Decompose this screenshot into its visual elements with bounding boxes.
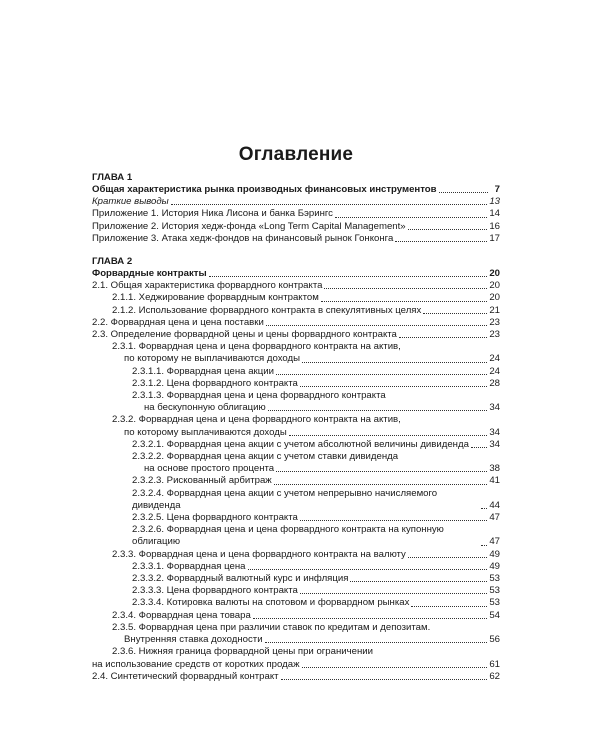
toc-page-number: 47: [489, 512, 500, 524]
toc-entry-text: Приложение 2. История хедж-фонда «Long Term Capital Management»: [92, 220, 406, 232]
toc-entry[interactable]: [92, 524, 500, 548]
toc-page-number: 28: [489, 377, 500, 389]
dot-leader: [265, 642, 488, 643]
toc-entry-text: 2.3.3.3. Цена форвардного контракта: [132, 585, 298, 597]
toc-page-number: 41: [489, 475, 500, 487]
chapter-2: [92, 256, 500, 683]
toc-entry-text: 2.3.5. Форвардная цена при различии ставок по кредитам и депозитам.: [112, 621, 431, 633]
toc-entry[interactable]: [92, 280, 500, 292]
chapter-label: ГЛАВА 2: [92, 256, 133, 267]
toc-entry-text: 2.3.1. Форвардная цена и цена форвардного контракта на актив,: [112, 341, 401, 353]
toc-entry-text-cont: по которому выплачиваются доходы: [124, 426, 287, 438]
toc-entry[interactable]: [92, 184, 500, 196]
toc-page-number: 23: [489, 329, 500, 341]
toc-entry-text: 2.1.1. Хеджирование форвардным контрактом: [112, 292, 319, 304]
toc-entry-text: 2.3.2.5. Цена форвардного контракта: [132, 512, 298, 524]
toc-page-number: 53: [489, 585, 500, 597]
toc-page-number: 54: [489, 609, 500, 621]
toc-page-number: 24: [489, 365, 500, 377]
toc-page-number: 23: [489, 316, 500, 328]
dot-leader: [395, 241, 487, 242]
toc-entry-text: 2.3. Определение форвардной цены и цены форвардного контракта: [92, 329, 397, 341]
toc-entry-text: 2.2. Форвардная цена и цена поставки: [92, 316, 264, 328]
toc-entry-text: 2.3.6. Нижняя граница форвардной цены при ограничении: [112, 646, 373, 658]
toc-entry[interactable]: [92, 414, 500, 438]
toc-entry-text: 2.3.2.2. Форвардная цена акции с учетом ставки дивиденда: [132, 451, 399, 463]
toc-entry-text: 2.3.2.6. Форвардная цена и цена форвардного контракта на купонную облигацию: [132, 524, 444, 548]
toc-entry-text: 2.4. Синтетический форвардный контракт: [92, 670, 279, 682]
toc-entry-text: 2.3.2.3. Рискованный арбитраж: [132, 475, 272, 487]
toc-entry-text-cont: Внутренняя ставка доходности: [124, 634, 263, 646]
toc-page-number: 53: [489, 597, 500, 609]
dot-leader: [335, 217, 487, 218]
toc-entry-text: 2.3.1.1. Форвардная цена акции: [132, 365, 274, 377]
dot-leader: [300, 520, 487, 521]
toc-entry[interactable]: [92, 305, 500, 317]
toc-entry-text-cont: по которому не выплачиваются доходы: [124, 353, 301, 365]
toc-title: Оглавление: [238, 144, 354, 165]
toc-entry-text-cont: на использование средств от коротких продаж: [92, 658, 300, 670]
toc-entry[interactable]: [92, 390, 500, 414]
dot-leader: [471, 447, 487, 448]
dot-leader: [289, 435, 488, 436]
toc-page-number: 13: [489, 196, 500, 208]
dot-leader: [300, 593, 487, 594]
toc-entry[interactable]: [92, 233, 500, 245]
dot-leader: [399, 337, 487, 338]
dot-leader: [324, 288, 487, 289]
toc-entry[interactable]: [92, 512, 500, 524]
toc-page-number: 34: [489, 438, 500, 450]
toc-page-number: 44: [489, 499, 500, 511]
toc-page-number: 20: [489, 292, 500, 304]
toc-page-number: 17: [489, 232, 500, 244]
toc-page-number: 20: [489, 268, 500, 279]
dot-leader: [274, 484, 488, 485]
toc-entry[interactable]: [92, 646, 500, 670]
toc-page-number: 38: [489, 463, 500, 475]
toc-entry-text: 2.3.1.3. Форвардная цена и цена форвардного контракта: [132, 390, 386, 402]
toc-entry[interactable]: [92, 317, 500, 329]
dot-leader: [481, 508, 487, 509]
toc-entry-text-cont: на бескупонную облигацию: [144, 402, 266, 414]
toc-entry[interactable]: [92, 329, 500, 341]
toc-entry-text: 2.3.3.4. Котировка валюты на спотовом и форвардном рынках: [132, 597, 410, 609]
dot-leader: [321, 301, 488, 302]
toc-entry[interactable]: [92, 341, 500, 365]
dot-leader: [302, 667, 488, 668]
dot-leader: [408, 557, 487, 558]
dot-leader: [276, 471, 487, 472]
dot-leader: [209, 276, 488, 277]
toc-entry[interactable]: [92, 366, 500, 378]
toc-entry[interactable]: [92, 573, 500, 585]
dot-leader: [276, 374, 487, 375]
toc-page-number: 34: [489, 402, 500, 414]
toc-entry-text: Краткие выводы: [92, 196, 169, 208]
dot-leader: [423, 313, 487, 314]
toc-entry[interactable]: [92, 221, 500, 233]
toc-entry[interactable]: [92, 475, 500, 487]
dot-leader: [408, 229, 488, 230]
toc-entry[interactable]: [92, 488, 500, 512]
toc-entry[interactable]: [92, 549, 500, 561]
toc-entry-text: 2.1. Общая характеристика форвардного контракта: [92, 280, 323, 292]
dot-leader: [411, 606, 487, 607]
toc-entry-text: Приложение 1. История Ника Лисона и банка Бэрингс: [92, 208, 333, 220]
dot-leader: [268, 410, 488, 411]
dot-leader: [281, 679, 488, 680]
toc-entry-text: Приложение 3. Атака хедж-фондов на финансовый рынок Гонконга: [92, 232, 394, 244]
toc-page-number: 34: [489, 426, 500, 438]
toc-entry[interactable]: [92, 561, 500, 573]
toc-entry[interactable]: [92, 208, 500, 220]
toc-page-number: 56: [489, 634, 500, 646]
toc-page-number: 20: [489, 280, 500, 292]
toc-entry-text: 2.3.4. Форвардная цена товара: [112, 609, 251, 621]
toc-entry-text-cont: на основе простого процента: [144, 463, 275, 475]
dot-leader: [171, 204, 488, 205]
dot-leader: [439, 192, 488, 193]
dot-leader: [300, 386, 487, 387]
toc-page-number: 49: [489, 560, 500, 572]
toc-entry[interactable]: [92, 451, 500, 475]
toc-entry-text: 2.3.2.4. Форвардная цена акции с учетом непрерывно начисляемого дивиденда: [132, 487, 438, 511]
toc-entry-text: 2.1.2. Использование форвардного контракта в спекулятивных целях: [112, 304, 422, 316]
dot-leader: [248, 569, 488, 570]
toc-entry[interactable]: [92, 378, 500, 390]
toc-entry[interactable]: [92, 622, 500, 646]
toc-entry[interactable]: [92, 268, 500, 280]
dot-leader: [266, 325, 487, 326]
toc-entry-text: 2.3.1.2. Цена форвардного контракта: [132, 377, 298, 389]
dot-leader: [302, 362, 487, 363]
toc-page-number: 7: [494, 184, 500, 195]
toc-page-number: 21: [489, 304, 500, 316]
toc-page-number: 24: [489, 353, 500, 365]
dot-leader: [350, 581, 487, 582]
dot-leader: [253, 618, 488, 619]
toc-entry-text: 2.3.3.1. Форвардная цена: [132, 560, 246, 572]
toc-entry[interactable]: [92, 671, 500, 683]
toc-entry-text: 2.3.3. Форвардная цена и цена форвардного контракта на валюту: [112, 548, 406, 560]
chapter-label: ГЛАВА 1: [92, 172, 133, 183]
toc-entry-text: 2.3.3.2. Форвардный валютный курс и инфляция: [132, 573, 349, 585]
toc-entry[interactable]: [92, 597, 500, 609]
toc-entry[interactable]: [92, 610, 500, 622]
toc-page-number: 16: [489, 220, 500, 232]
toc-page-number: 62: [489, 670, 500, 682]
toc-entry-text: Форвардные контракты: [92, 268, 207, 279]
toc-page-number: 61: [489, 658, 500, 670]
dot-leader: [481, 545, 487, 546]
toc-entry-text: 2.3.2. Форвардная цена и цена форвардного контракта на актив,: [112, 414, 401, 426]
toc-entry[interactable]: [92, 439, 500, 451]
toc-page-number: 14: [489, 208, 500, 220]
toc-entry[interactable]: [92, 292, 500, 304]
toc-entry[interactable]: [92, 196, 500, 208]
toc-page-number: 47: [489, 536, 500, 548]
toc-entry-text: 2.3.2.1. Форвардная цена акции с учетом абсолютной величины дивиденда: [132, 438, 469, 450]
toc-entry-text: Общая характеристика рынка производных финансовых инструментов: [92, 184, 437, 195]
toc-page-number: 49: [489, 548, 500, 560]
toc-entry[interactable]: [92, 585, 500, 597]
chapter-1: [92, 172, 500, 245]
toc-page-number: 53: [489, 573, 500, 585]
